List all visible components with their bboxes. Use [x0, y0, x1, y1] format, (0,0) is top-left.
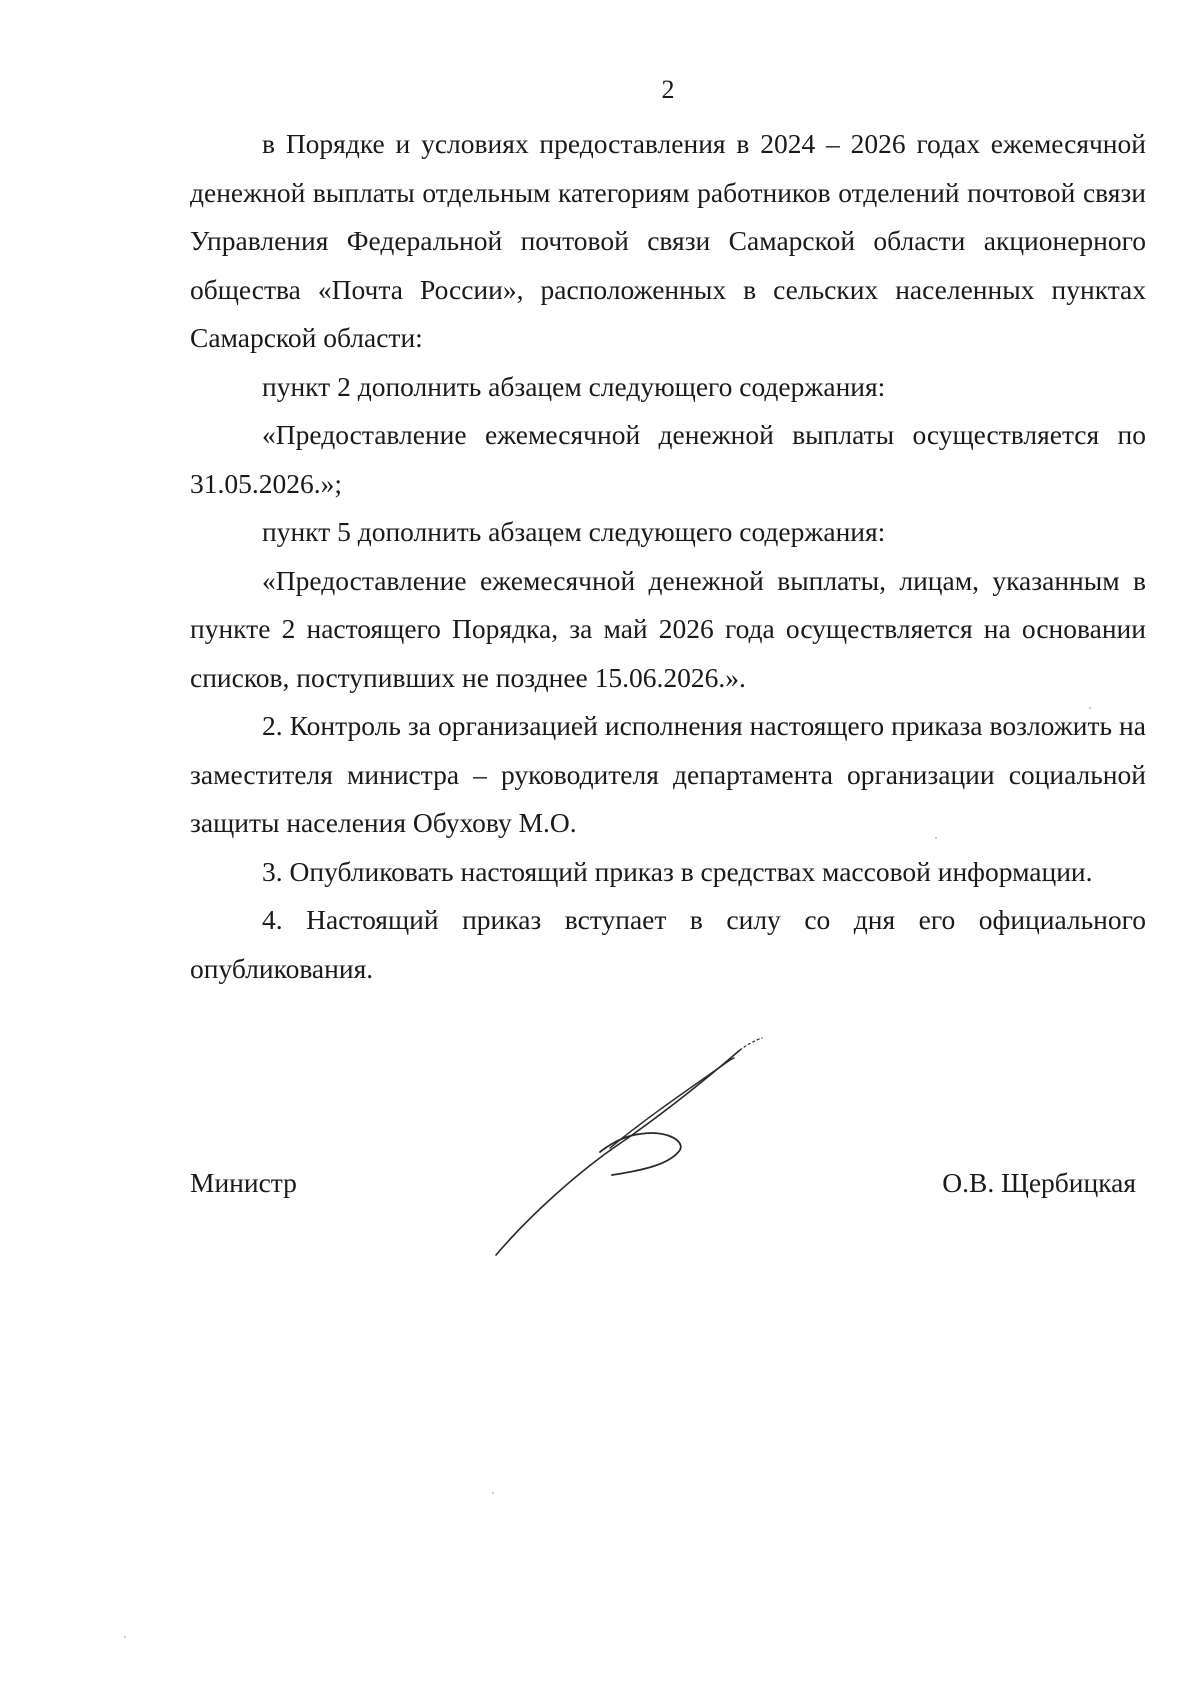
scan-speck: [492, 1492, 494, 1494]
paragraph-point-2-text: «Предоставление ежемесячной денежной выплаты осуществляется по 31.05.2026.»;: [190, 419, 1146, 499]
signatory-name: О.В. Щербицкая: [942, 1167, 1136, 1198]
paragraph-publish-clause: 3. Опубликовать настоящий приказ в средствах массовой информации.: [262, 855, 1093, 887]
paragraph-point-2-intro: пункт 2 дополнить абзацем следующего содержания:: [262, 370, 886, 402]
paragraph-point-5-text: «Предоставление ежемесячной денежной выплаты, лицам, указанным в пункте 2 настоящего Порядка, за май 2026 года осуществляется на основании списков, поступивших не позднее 15.06.2026.».: [190, 564, 1146, 693]
scan-speck: [935, 837, 937, 839]
document-body: [190, 120, 1146, 993]
paragraph-procedure-amendment: в Порядке и условиях предоставления в 2024 – 2026 годах ежемесячной денежной выплаты отдельным категориям работников отделений почтовой связи Управления Федеральной почтовой связи Самарской области акционерного общества «Почта России», расположенных в сельских населенных пунктах Самарской области:: [190, 128, 1146, 353]
paragraph-point-5-intro: пункт 5 дополнить абзацем следующего содержания:: [262, 516, 886, 547]
handwritten-signature: [490, 1030, 800, 1260]
signatory-position: Министр: [190, 1167, 297, 1198]
paragraph-control-clause: 2. Контроль за организацией исполнения настоящего приказа возложить на заместителя министра – руководителя департамента организации социальной защиты населения Обухову М.О.: [190, 710, 1146, 838]
scan-speck: [124, 1636, 126, 1638]
scan-speck: [1089, 707, 1091, 709]
page-number: 2: [661, 75, 675, 104]
paragraph-effective-clause: 4. Настоящий приказ вступает в силу со дня его официального опубликования.: [190, 904, 1146, 984]
